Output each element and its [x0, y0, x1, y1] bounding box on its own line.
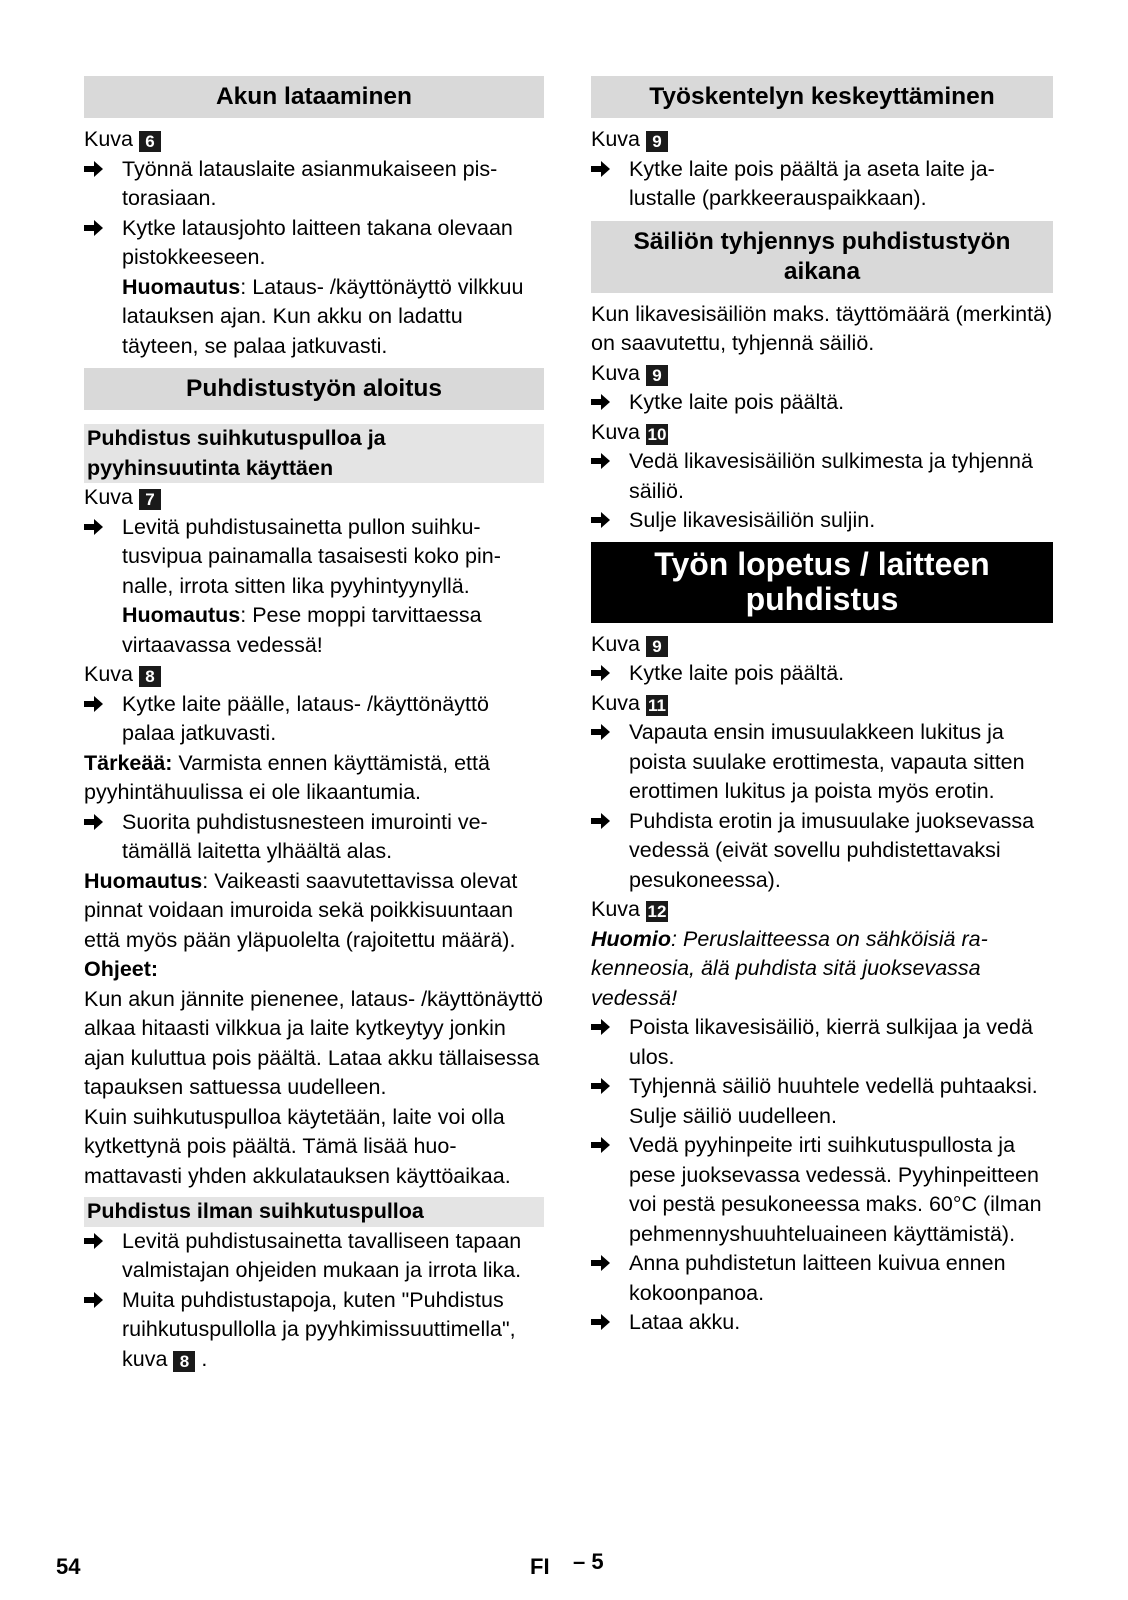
note-label: Huomautus: [122, 603, 241, 627]
arrow-right-icon: [84, 1286, 122, 1375]
note-label: Huomautus: [122, 274, 241, 299]
arrow-right-icon: [591, 447, 629, 506]
arrow-right-icon: [591, 1072, 629, 1131]
list-item: Tyhjennä säiliö huuhtele vedellä puhtaaksi. Sulje säiliö uudelleen.: [591, 1072, 1053, 1131]
heading-akun-lataaminen: Akun lataaminen: [84, 76, 544, 118]
list-item: Puhdista erotin ja imusuulake juoksevassa vedessä (eivät sovellu puhdistettavaksi pesukoneessa).: [591, 807, 1053, 896]
arrow-right-icon: [84, 1227, 122, 1286]
arrow-right-icon: [84, 513, 122, 661]
arrow-right-icon: [84, 808, 122, 867]
figure-number-badge: 10: [647, 424, 667, 444]
list-item: Levitä puhdistusainetta tavalliseen tapaan valmistajan ohjeiden mukaan ja irrota lika.: [84, 1227, 544, 1286]
arrow-right-icon: [591, 718, 629, 807]
arrow-right-icon: [591, 155, 629, 214]
arrow-right-icon: [591, 1131, 629, 1249]
list-item: Lataa akku.: [591, 1308, 1053, 1338]
caution-note: Huomio: Peruslaitteessa on sähköisiä rakenneosia, älä puhdista sitä juoksevassa vedessä!: [591, 926, 988, 1010]
figure-number-badge: 11: [646, 695, 668, 716]
list-item: Vedä likavesisäiliön sulkimesta ja tyhjennä säiliö.: [591, 447, 1053, 506]
important-note: Tärkeää: Varmista ennen käyttämistä, että pyyhintähuulissa ei ole likaantumia.: [84, 750, 490, 804]
heading-sailion-tyhjennys: Säiliön tyhjennys puhdistustyön aikana: [591, 221, 1053, 293]
heading-tyoskentelyn-keskeyttaminen: Työskentelyn keskeyttäminen: [591, 76, 1053, 118]
arrow-right-icon: [591, 807, 629, 896]
figure-reference: Kuva 7: [84, 483, 544, 513]
figure-number-badge: 9: [646, 365, 668, 386]
list-item: Kytke latausjohto laitteen takana olevaan pistokkeeseen. Huomautus: Lataus- /käyttönäyttö vilkkuu latauksen ajan. Kun akku on ladattu täyteen, se palaa jatkuvasti.: [84, 214, 544, 362]
arrow-right-icon: [591, 506, 629, 536]
list-item: Kytke laite päälle, lataus- /käyttönäyttö palaa jatkuvasti.: [84, 690, 544, 749]
heading-puhdistustyon-aloitus: Puhdistustyön aloitus: [84, 368, 544, 410]
arrow-right-icon: [591, 1013, 629, 1072]
list-item: Vedä pyyhinpeite irti suihkutuspullosta ja pese juoksevassa vedessä. Pyyhinpeitteen voi pestä pesukoneessa maks. 60°C (ilman pehmennyshuuhteluaineen käyttämistä).: [591, 1131, 1053, 1249]
section-page: – 5: [573, 1549, 604, 1574]
figure-reference: Kuva 11: [591, 689, 1053, 719]
figure-reference: Kuva 8: [84, 660, 544, 690]
arrow-right-icon: [84, 155, 122, 214]
figure-reference: Kuva 9: [591, 359, 1053, 389]
figure-number-badge: 7: [139, 489, 161, 510]
list-item: Suorita puhdistusnesteen imurointi vetämällä laitetta ylhäältä alas.: [84, 808, 544, 867]
list-item: Muita puhdistustapoja, kuten "Puhdistus ruihkutuspullolla ja pyyhkimissuuttimella", kuva 8 .: [84, 1286, 544, 1375]
figure-reference: Kuva 9: [591, 125, 1053, 155]
figure-reference: Kuva 12: [591, 897, 667, 921]
list-item: Levitä puhdistusainetta pullon suihkutusvipua painamalla tasaisesti koko pinnalle, irrota sitten lika pyyhintyynyllä. Huomautus: Pese moppi tarvittaessa virtaavassa vedessä!: [84, 513, 544, 661]
arrow-right-icon: [84, 214, 122, 362]
paragraph: Kun likavesisäiliön maks. täyttömäärä (merkintä) on saavutettu, tyhjennä säiliö.: [591, 301, 1053, 355]
language-code: FI: [530, 1554, 550, 1579]
arrow-right-icon: [591, 388, 629, 418]
figure-reference: Kuva 9: [591, 630, 1053, 660]
figure-number-badge: 9: [646, 131, 668, 152]
right-column: [591, 76, 1053, 1338]
list-item: Kytke laite pois päältä.: [591, 388, 1053, 418]
arrow-right-icon: [591, 1308, 629, 1338]
figure-number-badge: 12: [647, 902, 667, 921]
heading-tyon-lopetus: Työn lopetus / laitteen puhdistus: [591, 542, 1053, 623]
figure-number-badge: 8: [173, 1351, 195, 1372]
subheading-without-spray-bottle: Puhdistus ilman suihkutuspulloa: [84, 1197, 544, 1227]
tips-label: Ohjeet:: [84, 957, 159, 981]
figure-number-badge: 6: [139, 131, 161, 152]
arrow-right-icon: [591, 1249, 629, 1308]
left-column: [84, 76, 544, 1374]
tips-paragraph: Kuin suihkutuspulloa käytetään, laite voi olla kytkettynä pois päältä. Tämä lisää huomattavasti yhden akkulatauksen käyttöaikaa.: [84, 1104, 511, 1188]
note-paragraph: Huomautus: Vaikeasti saavutettavissa olevat pinnat voidaan imuroida sekä poikkisuuntaan että myös pään yläpuolelta (rajoitettu määrä).: [84, 868, 518, 952]
list-item: Sulje likavesisäiliön suljin.: [591, 506, 1053, 536]
list-item: Työnnä latauslaite asianmukaiseen pistorasiaan.: [84, 155, 544, 214]
list-item: Anna puhdistetun laitteen kuivua ennen kokoonpanoa.: [591, 1249, 1053, 1308]
figure-reference: Kuva 6: [84, 125, 544, 155]
figure-reference: Kuva 10: [591, 419, 667, 444]
list-item: Poista likavesisäiliö, kierrä sulkijaa ja vedä ulos.: [591, 1013, 1053, 1072]
figure-number-badge: 8: [139, 666, 161, 687]
list-item: Kytke laite pois päältä ja aseta laite jalustalle (parkkeerauspaikkaan).: [591, 155, 1053, 214]
arrow-right-icon: [84, 690, 122, 749]
arrow-right-icon: [591, 659, 629, 689]
subheading-spray-bottle: Puhdistus suihkutuspulloa ja pyyhinsuutinta käyttäen: [84, 424, 544, 483]
page-number: 54: [56, 1554, 81, 1579]
tips-paragraph: Kun akun jännite pienenee, lataus- /käyttönäyttö alkaa hitaasti vilkkua ja laite kytkeytyy jonkin ajan kuluttua pois päältä. Lataa akku tällaisessa tapauksen sattuessa uudelleen.: [84, 986, 543, 1099]
list-item: Kytke laite pois päältä.: [591, 659, 1053, 689]
list-item: Vapauta ensin imusuulakkeen lukitus ja poista suulake erottimesta, vapauta sitten erottimen lukitus ja poista myös erotin.: [591, 718, 1053, 807]
figure-number-badge: 9: [646, 636, 668, 657]
